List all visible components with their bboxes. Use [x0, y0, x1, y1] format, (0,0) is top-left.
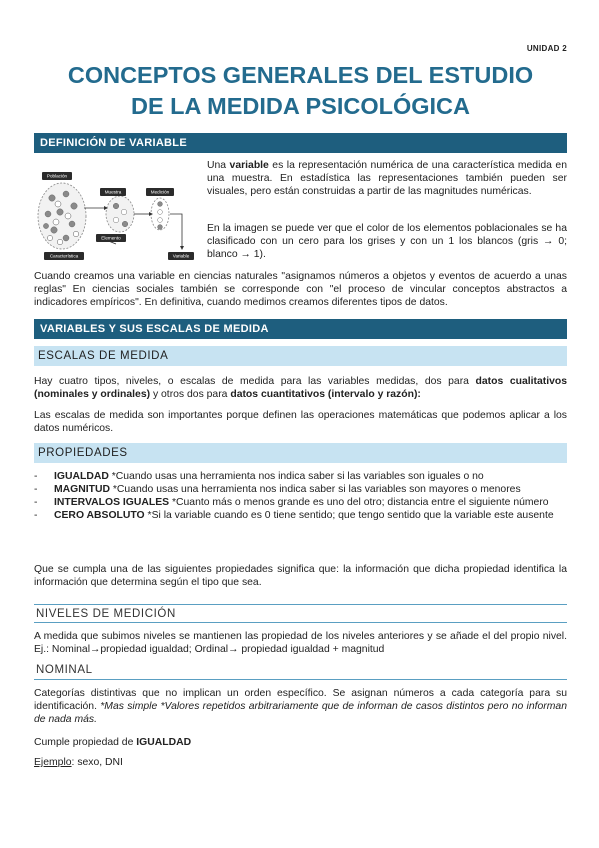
label-poblacion: Población	[46, 173, 68, 179]
label-caracteristica: Característica	[49, 253, 79, 259]
paragraph-cumple-igualdad: Cumple propiedad de IGUALDAD	[34, 737, 192, 748]
paragraph-variable-sciences: Cuando creamos una variable en ciencias naturales "asignamos números a objetos y eventos de acuerdo a unas reglas" En ciencias sociales también se corresponde con "el proceso de vincular conceptos abstractos a indicadores empíricos". En definitiva, cuando medimos creamos diferentes tipos de datos.	[34, 271, 567, 308]
subheader-niveles-de-medicion: NIVELES DE MEDICIÓN	[34, 604, 567, 623]
section-header-definicion: DEFINICIÓN DE VARIABLE	[34, 133, 567, 153]
label-elemento: Elemento	[101, 235, 121, 241]
paragraph-ejemplo: Ejemplo: sexo, DNI	[34, 757, 123, 768]
term-variable: variable	[229, 160, 269, 171]
paragraph-levels: A medida que subimos niveles se mantienen las propiedad de los niveles anteriores y se añade el del propio nivel. Ej.: Nominal→propiedad igualdad; Ordinal→ propiedad igualdad + magnitud	[34, 631, 567, 655]
title-line-1: CONCEPTOS GENERALES DEL ESTUDIO	[67, 62, 534, 88]
subheader-escalas-de-medida: ESCALAS DE MEDIDA	[34, 346, 567, 366]
properties-list	[34, 470, 567, 522]
subheader-nominal: NOMINAL	[34, 661, 567, 680]
paragraph-scale-types: Hay cuatro tipos, niveles, o escalas de medida para las variables medidas, dos para datos cualitativos (nominales y ordinales) y otros dos para datos cuantitativos (intervalo y razón):	[34, 376, 567, 400]
section-header-variables-escalas: VARIABLES Y SUS ESCALAS DE MEDIDA	[34, 319, 567, 339]
paragraph-variable-definition: Una variable es la representación numérica de una característica medida en una muestra. En estadística las representaciones también pueden ser visuales, pero están construidas a partir de las magnitudes numéricas.	[207, 160, 567, 197]
title-line-2: DE LA MEDIDA PSICOLÓGICA	[130, 93, 471, 119]
label-variable: Variable	[172, 253, 190, 259]
property-cero-absoluto: - CERO ABSOLUTO *Si la variable cuando es 0 tiene sentido; que tengo sentido que la variable este ausente	[34, 510, 554, 521]
unit-label: UNIDAD 2	[526, 44, 567, 53]
property-magnitud: - MAGNITUD *Cuando usas una herramienta nos indica saber si las variables son mayores o menores	[34, 484, 521, 495]
page-title	[34, 60, 567, 122]
label-medicion: Medición	[150, 189, 170, 195]
paragraph-scale-importance: Las escalas de medida son importantes porque definen las operaciones matemáticas que podemos aplicar a los datos numéricos.	[34, 410, 567, 434]
property-igualdad: - IGUALDAD *Cuando usas una herramienta nos indica saber si las variables son iguales o no	[34, 471, 484, 482]
label-muestra: Muestra	[104, 189, 122, 195]
paragraph-image-explanation: En la imagen se puede ver que el color de los elementos poblacionales se ha clasificado con un cero para los grises y con un 1 los blancos (gris → 0; blanco → 1).	[207, 223, 567, 260]
property-intervalos-iguales: - INTERVALOS IGUALES *Cuanto más o menos grande es uno del otro; distancia entre el siguiente número	[34, 497, 549, 508]
paragraph-property-meaning: Que se cumpla una de las siguientes propiedades significa que: la información que dicha propiedad identifica la información que determina según el tipo que sea.	[34, 564, 567, 588]
subheader-propiedades: PROPIEDADES	[34, 443, 567, 463]
paragraph-nominal: Categorías distintivas que no implican un orden específico. Se asignan números a cada categoría para su identificación. *Mas simple *Valores repetidos arbitrariamente que de informan de casos distintos pero no informan de nada más.	[34, 688, 567, 725]
population-sample-diagram	[36, 166, 196, 264]
